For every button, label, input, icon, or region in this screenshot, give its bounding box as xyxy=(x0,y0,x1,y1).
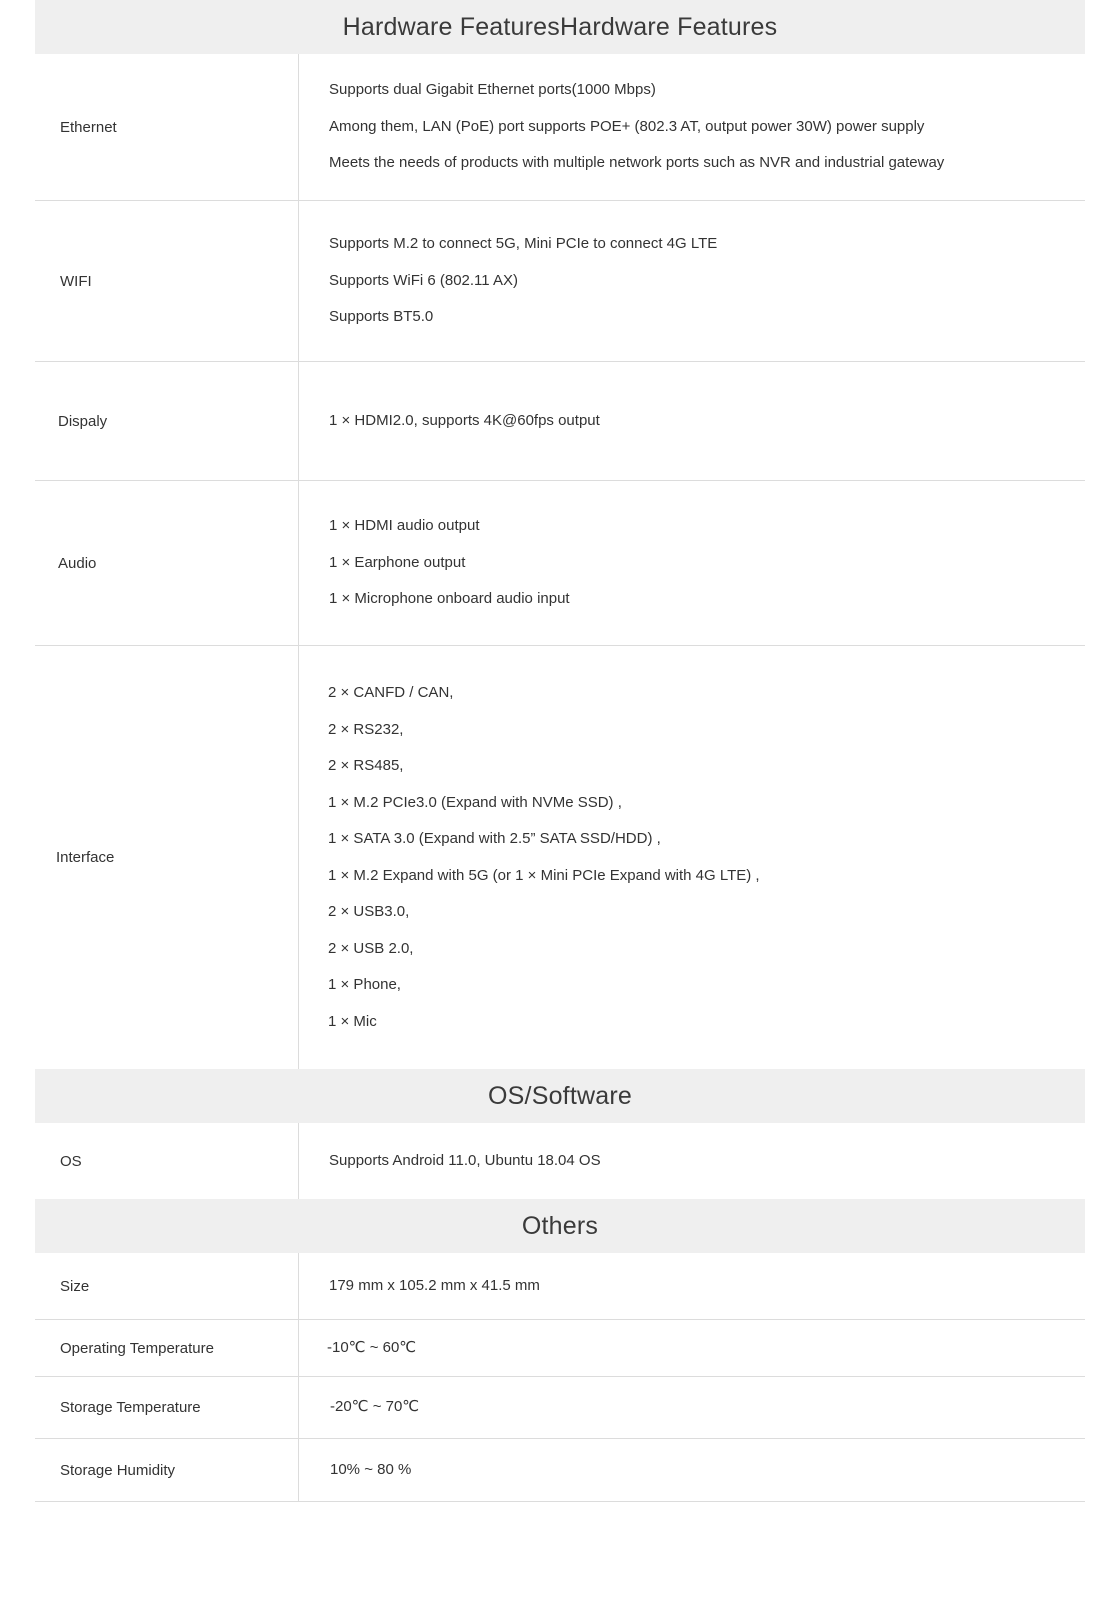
spec-row-os xyxy=(35,1123,1085,1199)
section-header-os-software: OS/Software xyxy=(35,1069,1085,1123)
spec-value xyxy=(299,201,1085,361)
spec-row-ethernet xyxy=(35,54,1085,201)
spec-line: 1 × SATA 3.0 (Expand with 2.5” SATA SSD/HDD) , xyxy=(328,830,661,847)
spec-line: 2 × CANFD / CAN, xyxy=(328,684,454,701)
spec-value xyxy=(299,1320,1085,1376)
spec-value xyxy=(299,1439,1085,1501)
section-header-hardware: Hardware FeaturesHardware Features xyxy=(35,0,1085,54)
spec-line: Supports dual Gigabit Ethernet ports(1000 Mbps) xyxy=(329,81,656,99)
spec-value xyxy=(299,362,1085,480)
spec-value xyxy=(299,1123,1085,1199)
spec-line: -20℃ ~ 70℃ xyxy=(330,1398,420,1416)
spec-line: 1 × HDMI2.0, supports 4K@60fps output xyxy=(329,411,600,429)
spec-line: -10℃ ~ 60℃ xyxy=(327,1338,417,1356)
spec-line: 2 × RS485, xyxy=(328,757,404,774)
spec-label: Ethernet xyxy=(35,54,299,200)
spec-value xyxy=(299,646,1085,1069)
spec-row-display xyxy=(35,362,1085,481)
spec-label: WIFI xyxy=(35,201,299,361)
spec-line: 1 × Microphone onboard audio input xyxy=(329,590,570,608)
spec-line: 10% ~ 80 % xyxy=(330,1460,412,1478)
spec-label: Size xyxy=(35,1253,299,1319)
spec-label: Storage Humidity xyxy=(35,1439,299,1501)
spec-label: Operating Temperature xyxy=(35,1320,299,1376)
spec-value xyxy=(299,54,1085,200)
spec-label: Storage Temperature xyxy=(35,1377,299,1438)
spec-row-storage-temperature xyxy=(35,1377,1085,1439)
spec-row-interface xyxy=(35,646,1085,1069)
spec-line: 1 × HDMI audio output xyxy=(329,517,480,535)
spec-row-operating-temperature xyxy=(35,1320,1085,1377)
spec-row-audio xyxy=(35,481,1085,646)
spec-line: 1 × M.2 Expand with 5G (or 1 × Mini PCIe Expand with 4G LTE) , xyxy=(328,866,760,884)
spec-line: Among them, LAN (PoE) port supports POE+ (802.3 AT, output power 30W) power supply xyxy=(329,117,925,135)
spec-line: 2 × USB 2.0, xyxy=(328,939,414,957)
spec-line: 1 × M.2 PCIe3.0 (Expand with NVMe SSD) , xyxy=(328,793,622,811)
spec-value xyxy=(299,1377,1085,1438)
spec-value xyxy=(299,481,1085,645)
spec-line: 1 × Phone, xyxy=(328,976,401,993)
spec-line: Supports M.2 to connect 5G, Mini PCIe to connect 4G LTE xyxy=(329,235,718,253)
spec-label: Audio xyxy=(35,481,299,645)
spec-label: Interface xyxy=(35,646,299,1069)
spec-line: Supports Android 11.0, Ubuntu 18.04 OS xyxy=(329,1151,601,1169)
spec-line: Meets the needs of products with multiple network ports such as NVR and industrial gateway xyxy=(329,154,945,172)
spec-row-wifi xyxy=(35,201,1085,362)
spec-line: Supports WiFi 6 (802.11 AX) xyxy=(329,271,518,289)
spec-row-storage-humidity xyxy=(35,1439,1085,1502)
spec-label: OS xyxy=(35,1123,299,1199)
spec-line: 1 × Earphone output xyxy=(329,553,466,571)
spec-sheet xyxy=(35,0,1085,1502)
spec-line: 2 × USB3.0, xyxy=(328,903,410,920)
spec-line: 1 × Mic xyxy=(328,1012,377,1030)
spec-line: Supports BT5.0 xyxy=(329,308,434,326)
section-header-others: Others xyxy=(35,1199,1085,1253)
spec-line: 2 × RS232, xyxy=(328,720,404,738)
spec-value xyxy=(299,1253,1085,1319)
spec-row-size xyxy=(35,1253,1085,1320)
spec-label: Dispaly xyxy=(35,362,299,480)
spec-line: 179 mm x 105.2 mm x 41.5 mm xyxy=(329,1276,540,1294)
